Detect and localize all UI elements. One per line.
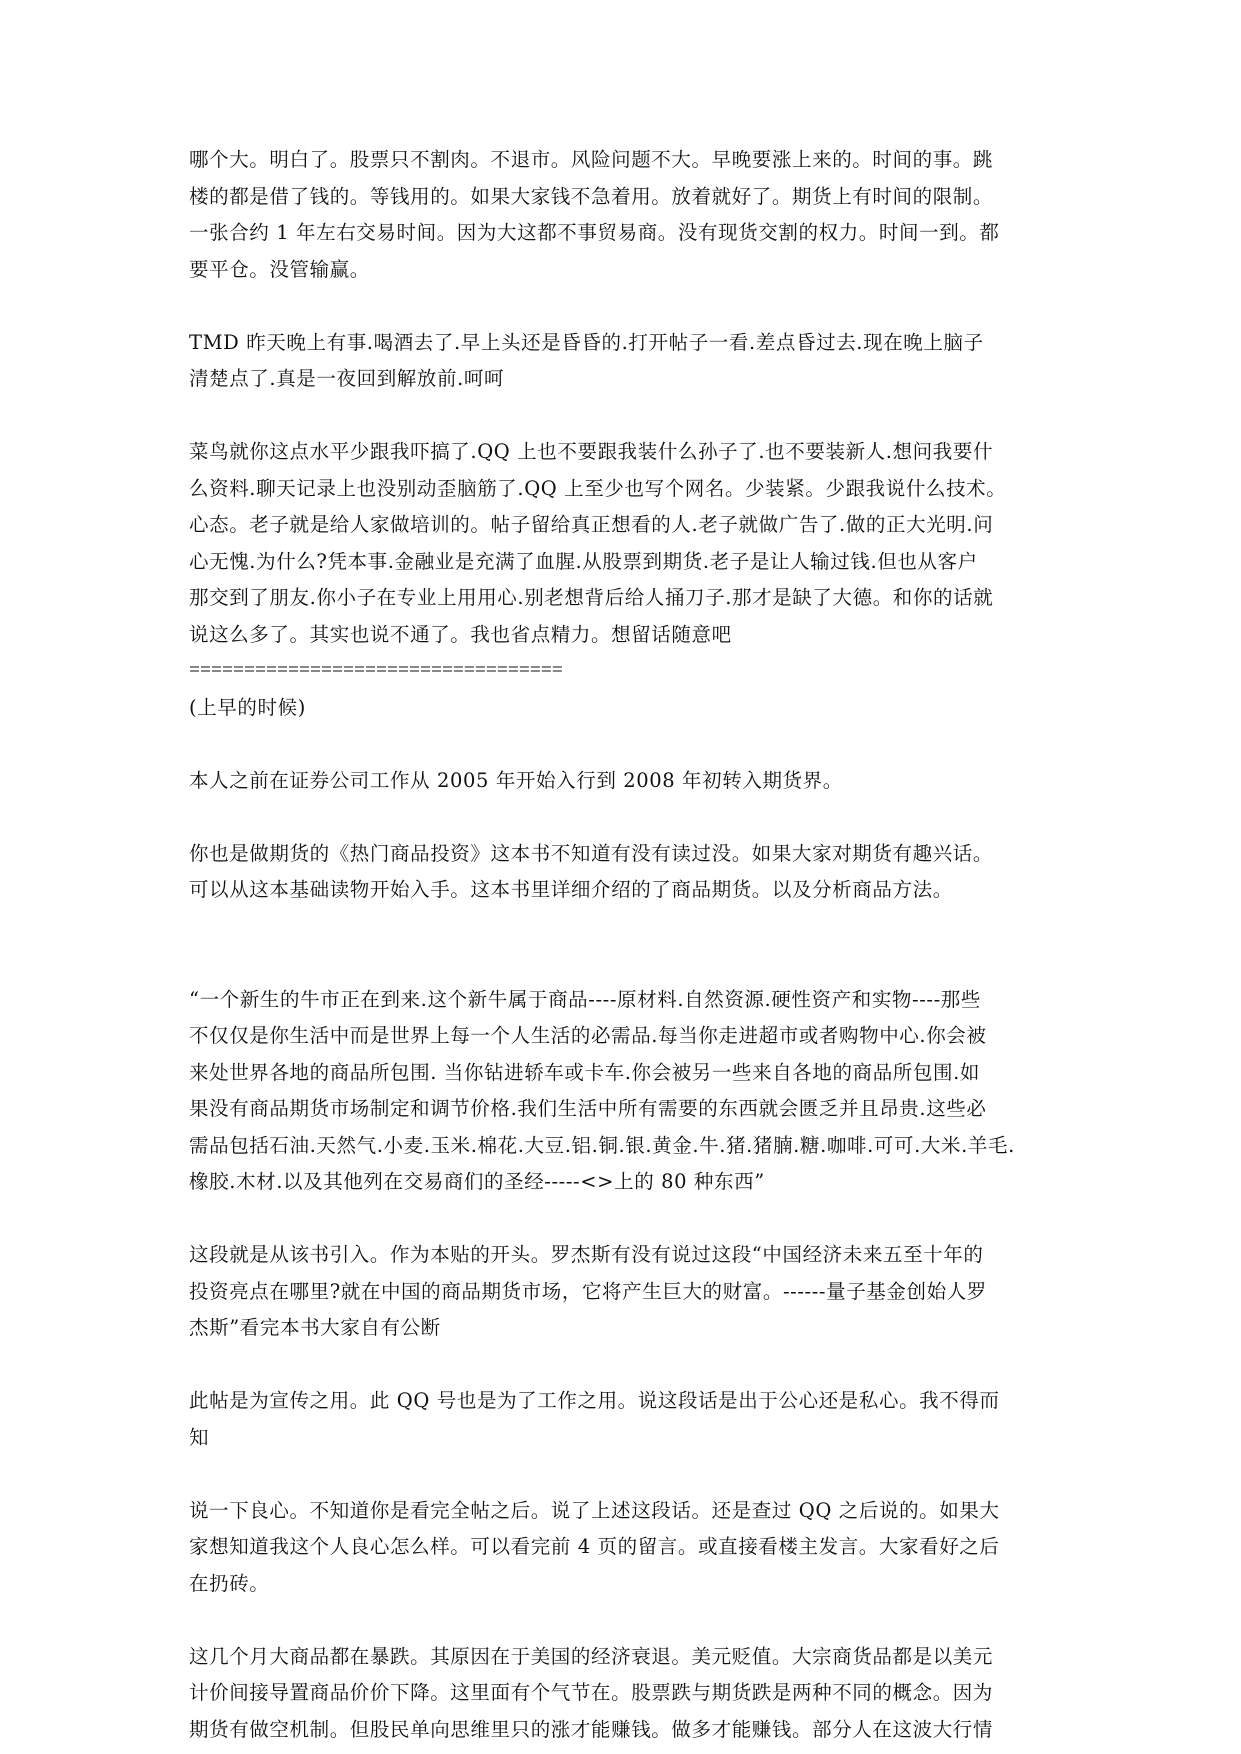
paragraph-early-note: (上早的时候) bbox=[189, 695, 306, 719]
separator-line: ================================== bbox=[189, 660, 563, 681]
paragraph-author-background: 本人之前在证券公司工作从 2005 年开始入行到 2008 年初转入期货界。 bbox=[189, 768, 843, 792]
paragraph-tmd: TMD 昨天晚上有事.喝酒去了.早上头还是昏昏的.打开帖子一看.差点昏过去.现在晚上脑子 清楚点了.真是一夜回到解放前.呵呵 bbox=[189, 330, 984, 390]
paragraph-rookie-reply: 菜鸟就你这点水平少跟我吓搞了.QQ 上也不要跟我装什么孙子了.也不要装新人.想问我要什 么资料.聊天记录上也没别动歪脑筋了.QQ 上至少也写个网名。少装紧。少跟我说什么技术。 心态。老子就是给人家做培训的。帖子留给真正想看的人.老子就做广告了.做的正大光明.问 心无愧.为什么?凭本事.金融业是充满了血腥.从股票到期货.老子是让人输过钱.但也从客户 那交到了朋友.你小子在专业上用用心.别老想背后给人捅刀子.那才是缺了大德。和你的话就 说这么多了。其实也说不通了。我也省点精力。想留话随意吧 bbox=[189, 440, 1007, 646]
paragraph-rogers-quote: 这段就是从该书引入。作为本贴的开头。罗杰斯有没有说过这段“中国经济未来五至十年的 投资亮点在哪里?就在中国的商品期货市场，它将产生巨大的财富。------量子基金创始人罗 杰斯”看完本书大家自有公断 bbox=[189, 1243, 987, 1339]
paragraph-book-recommendation: 你也是做期货的《热门商品投资》这本书不知道有没有读过没。如果大家对期货有趣兴话。 可以从这本基础读物开始入手。这本书里详细介绍的了商品期货。以及分析商品方法。 bbox=[189, 841, 994, 901]
paragraph-book-quote: “一个新生的牛市正在到来.这个新牛属于商品----原材料.自然资源.硬性资产和实物----那些 不仅仅是你生活中而是世界上每一个人生活的必需品.每当你走进超市或者购物中心.你会被 来处世界各地的商品所包围. 当你钻进轿车或卡车.你会被另一些来自各地的商品所包围.如 果没有商品期货市场制定和调节价格.我们生活中所有需要的东西就会匮乏并且昂贵.这些必 需品包括石油.天然气.小麦.玉米.棉花.大豆.铝.铜.银.黄金.牛.猪.猪腩.糖.咖啡.可可.大米.羊毛. 橡胶.木材.以及其他列在交易商们的圣经-----<>上的 80 种东西” bbox=[189, 987, 1015, 1193]
paragraph-conscience: 说一下良心。不知道你是看完全帖之后。说了上述这段话。还是查过 QQ 之后说的。如果大 家想知道我这个人良心怎么样。可以看完前 4 页的留言。或直接看楼主发言。大家看好之后 在扔砖。 bbox=[189, 1498, 1000, 1595]
paragraph-purpose: 此帖是为宣传之用。此 QQ 号也是为了工作之用。说这段话是出于公心还是私心。我不得而 知 bbox=[189, 1389, 1000, 1449]
paragraph-stock-vs-futures: 哪个大。明白了。股票只不割肉。不退市。风险问题不大。早晚要涨上来的。时间的事。跳 楼的都是借了钱的。等钱用的。如果大家钱不急着用。放着就好了。期货上有时间的限制。 一张合约 1 年左右交易时间。因为大这都不事贸易商。没有现货交割的权力。时间一到。都 要平仓。没管输赢。 bbox=[189, 148, 1000, 281]
document-page bbox=[189, 142, 1059, 1748]
paragraph-commodity-decline: 这几个月大商品都在暴跌。其原因在于美国的经济衰退。美元贬值。大宗商货品都是以美元 计价间接导置商品价价下降。这里面有个气节在。股票跌与期货跌是两种不同的概念。因为 期货有做空机制。但股民单向思维里只的涨才能赚钱。做多才能赚钱。部分人在这波大行情 bbox=[189, 1644, 994, 1741]
